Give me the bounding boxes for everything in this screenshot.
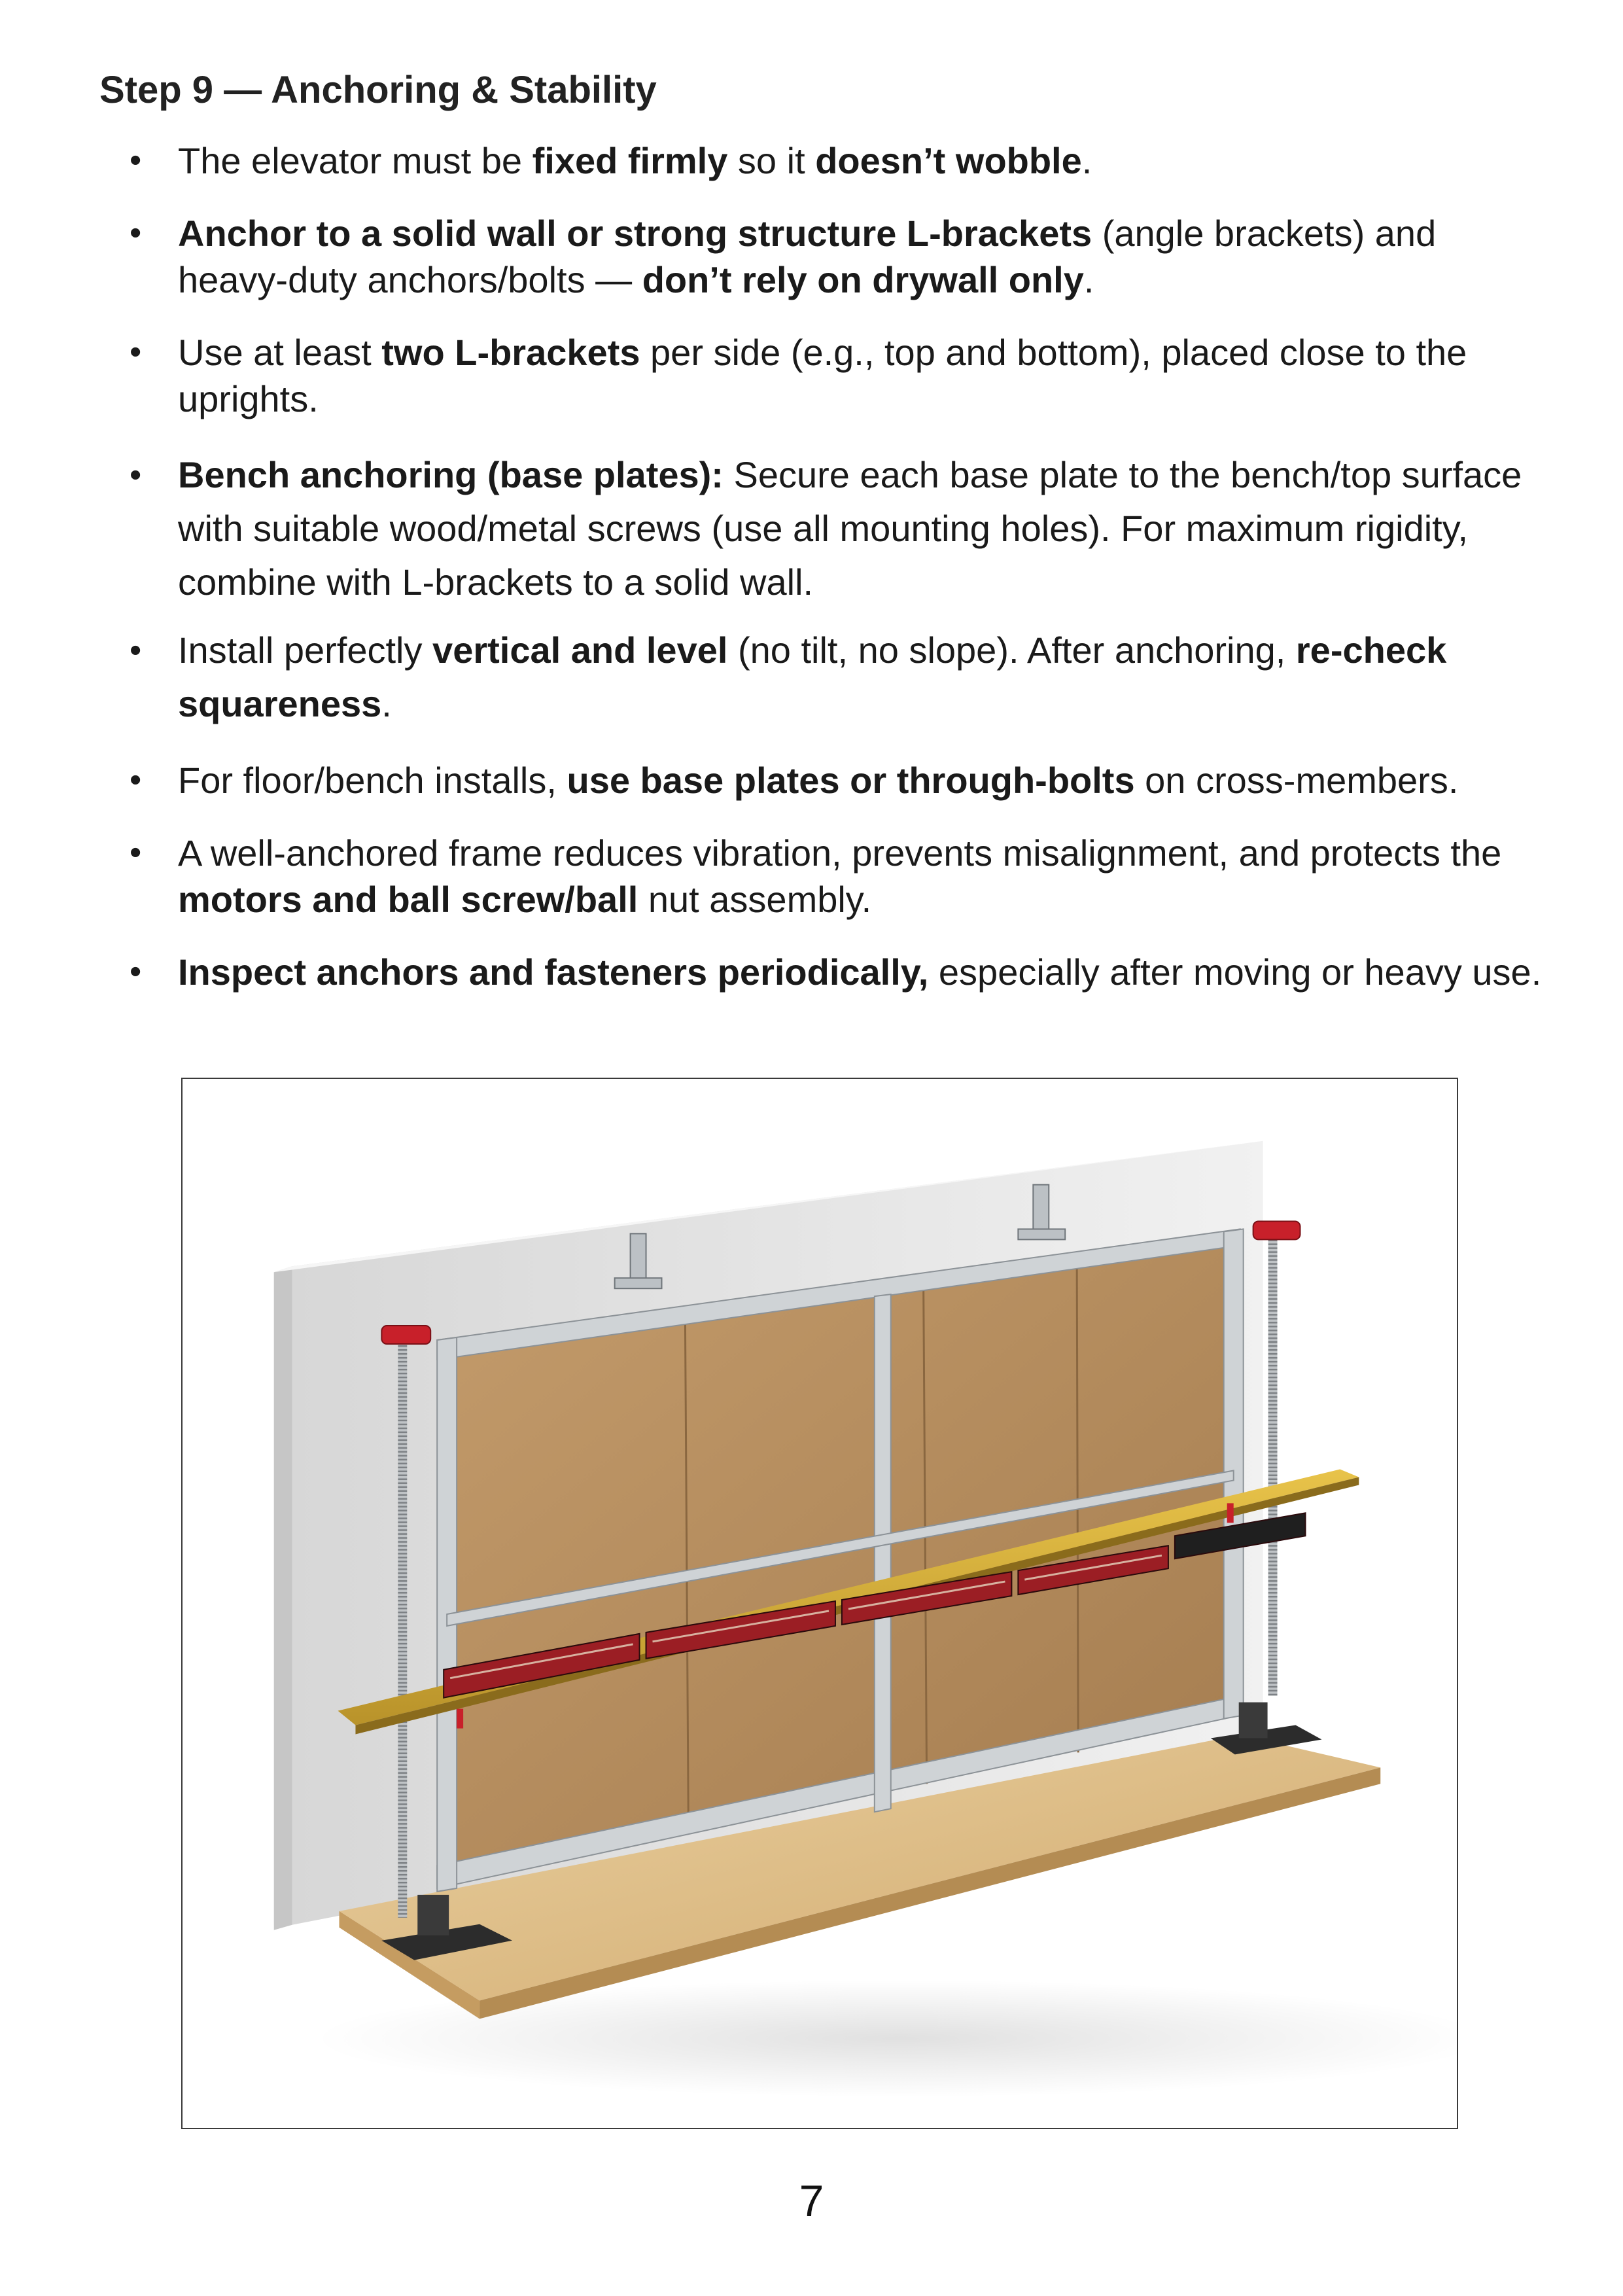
text-run: on cross-members. bbox=[1134, 760, 1459, 801]
text-run: For floor/bench installs, bbox=[178, 760, 567, 801]
bold-text: Inspect anchors and fasteners periodically, bbox=[178, 951, 929, 993]
text-run: so it bbox=[727, 140, 816, 181]
bullet-item bbox=[124, 210, 1544, 303]
text-run: per side (e.g., top and bottom), placed close to the uprights. bbox=[178, 332, 1467, 419]
bold-text: Bench anchoring (base plates): bbox=[178, 454, 724, 495]
bold-text: fixed firmly bbox=[532, 140, 728, 181]
text-run: (angle brackets) and heavy-duty anchors/bolts — bbox=[178, 213, 1437, 300]
page-number: 7 bbox=[799, 2176, 824, 2226]
bold-text: re-check squareness bbox=[178, 629, 1447, 724]
elevator-render bbox=[183, 1079, 1457, 2128]
text-run: Use at least bbox=[178, 332, 382, 373]
bullet-item bbox=[124, 624, 1544, 731]
bullet-list bbox=[124, 137, 1544, 1021]
bullet-item bbox=[124, 329, 1544, 422]
bold-text: don’t rely on drywall only bbox=[642, 259, 1084, 300]
bullet-item bbox=[124, 757, 1544, 804]
bullet-item bbox=[124, 949, 1544, 995]
elevator-illustration bbox=[181, 1078, 1458, 2129]
bold-text: Anchor to a solid wall or strong structure L-brackets bbox=[178, 213, 1092, 254]
text-run: A well-anchored frame reduces vibration, prevents misalignment, and protects the bbox=[178, 832, 1502, 874]
text-run: Install perfectly bbox=[178, 629, 433, 671]
text-run: . bbox=[1083, 259, 1094, 300]
bullet-item bbox=[124, 137, 1544, 184]
text-run: nut assembly. bbox=[638, 879, 872, 920]
text-run: especially after moving or heavy use. bbox=[928, 951, 1542, 993]
bold-text: use base plates or through-bolts bbox=[567, 760, 1135, 801]
bullet-item bbox=[124, 830, 1544, 923]
text-run: . bbox=[381, 683, 392, 724]
text-run: . bbox=[1081, 140, 1092, 181]
bold-text: motors and ball screw/ball bbox=[178, 879, 638, 920]
text-run: Secure each base plate to the bench/top surface with suitable wood/metal screws (use all mounting holes). For maximum rigidity, combine with L-brackets to a solid wall. bbox=[178, 454, 1522, 603]
text-run: The elevator must be bbox=[178, 140, 532, 181]
bold-text: two L-brackets bbox=[381, 332, 640, 373]
bold-text: doesn’t wobble bbox=[815, 140, 1082, 181]
bullet-item bbox=[124, 448, 1544, 609]
text-run: (no tilt, no slope). After anchoring, bbox=[727, 629, 1296, 671]
bold-text: vertical and level bbox=[432, 629, 728, 671]
step-heading: Step 9 — Anchoring & Stability bbox=[99, 69, 657, 111]
